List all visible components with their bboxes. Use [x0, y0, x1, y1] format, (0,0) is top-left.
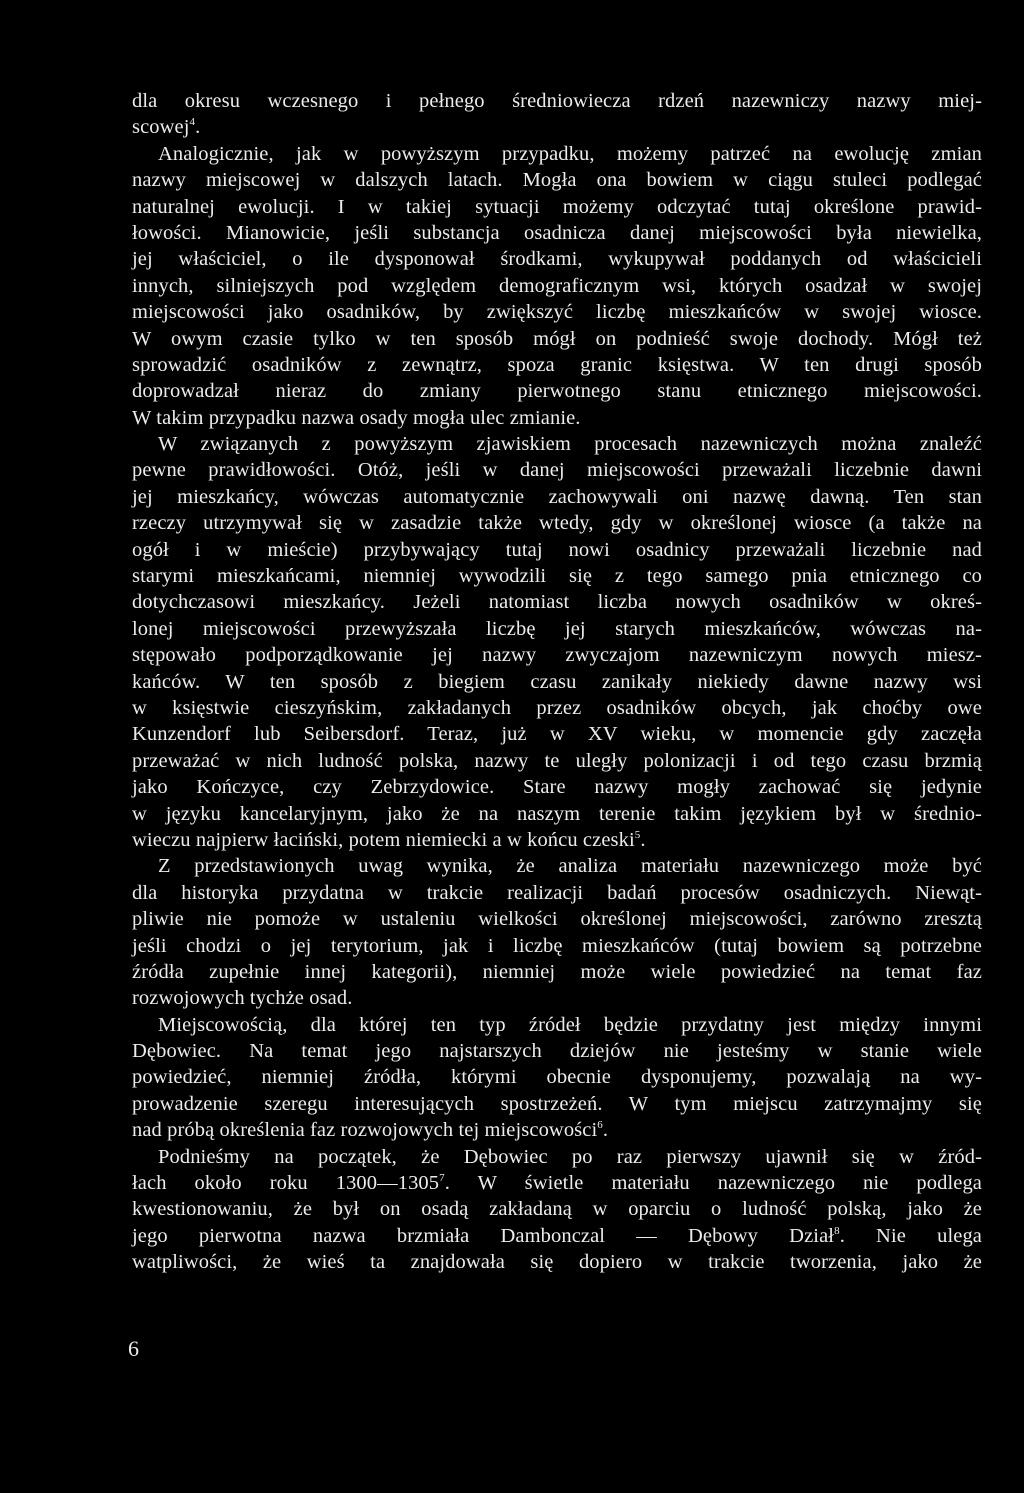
text-line [132, 88, 982, 114]
line-text: dla historyka przydatna w trakcie realizacji badań procesów osadniczych. Niewąt- [132, 881, 982, 904]
text-line [132, 220, 982, 246]
text-line [132, 985, 982, 1011]
text-line [132, 1012, 982, 1038]
line-text: sprowadzić osadników z zewnątrz, spoza granic księstwa. W ten drugi sposób [132, 353, 982, 376]
line-text-continued: . [602, 1119, 609, 1142]
line-text: Z przedstawionych uwag wynika, że analiza materiału nazewniczego może być [158, 855, 982, 878]
line-text: Kunzendorf lub Seibersdorf. Teraz, już w XV wieku, w momencie gdy zaczęła [132, 723, 982, 746]
text-line [132, 748, 982, 774]
text-line [132, 616, 982, 642]
text-line [132, 405, 982, 431]
text-line [132, 933, 982, 959]
line-text: powiedzieć, niemniej źródła, którymi obecnie dysponujemy, pozwalają na wy- [132, 1066, 982, 1089]
line-text: W owym czasie tylko w ten sposób mógł on podnieść swoje dochody. Mógł też [132, 327, 982, 350]
text-line [132, 537, 982, 563]
line-text: wieczu najpierw łaciński, potem niemiecki a w końcu czeski [132, 828, 635, 851]
line-text-continued: . [640, 828, 646, 851]
line-text: watpliwości, że wieś ta znajdowała się dopiero w trakcie tworzenia, jako że [132, 1251, 982, 1274]
line-text: kwestionowaniu, że był on osadą zakładaną w oparciu o ludność polską, jako że [132, 1198, 982, 1221]
text-line [132, 642, 982, 668]
text-line [132, 563, 982, 589]
text-line [132, 1038, 982, 1064]
text-line [132, 827, 982, 853]
text-line [132, 1249, 982, 1275]
line-text: nazwy miejscowej w dalszych latach. Mogła ona bowiem w ciągu stuleci podlegać [132, 169, 982, 192]
line-text: rozwojowych tychże osad. [132, 987, 353, 1010]
text-line [132, 1091, 982, 1117]
text-line [132, 352, 982, 378]
text-line [132, 1144, 982, 1170]
footnote-marker[interactable]: 6 [597, 1119, 603, 1132]
line-text: scowej [132, 116, 190, 139]
line-text: prowadzenie szeregu interesujących spostrzeżeń. W tym miejscu zatrzymajmy się [132, 1092, 982, 1115]
text-line [132, 774, 982, 800]
text-line [132, 378, 982, 404]
line-text: innych, silniejszych pod względem demograficznym wsi, których osadzał w swojej [132, 274, 982, 297]
text-line [132, 1064, 982, 1090]
line-text: Dębowiec. Na temat jego najstarszych dziejów nie jesteśmy w stanie wiele [132, 1040, 982, 1063]
footnote-marker[interactable]: 8 [834, 1224, 840, 1237]
line-text: w księstwie cieszyńskim, zakładanych przez osadników obcych, jak choćby owe [132, 696, 982, 719]
line-text: nad próbą określenia faz rozwojowych tej miejscowości [132, 1119, 598, 1142]
line-text: stępowało podporządkowanie jej nazwy zwyczajom nazewniczym nowych miesz- [132, 644, 982, 667]
text-line [132, 299, 982, 325]
text-line [132, 167, 982, 193]
line-text: dotychczasowi mieszkańcy. Jeżeli natomiast liczba nowych osadników w okreś- [132, 591, 982, 614]
text-line [132, 853, 982, 879]
line-text: W takim przypadku nazwa osady mogła ulec zmianie. [132, 406, 581, 429]
line-text: jej właściciel, o ile dysponował środkami, wykupywał poddanych od właścicieli [132, 248, 982, 271]
text-line [132, 669, 982, 695]
text-line [132, 431, 982, 457]
text-line [132, 326, 982, 352]
line-text: W związanych z powyższym zjawiskiem procesach nazewniczych można znaleźć [158, 433, 982, 456]
text-line [132, 273, 982, 299]
line-text: dla okresu wczesnego i pełnego średniowiecza rdzeń nazewniczy nazwy miej- [132, 90, 982, 112]
line-text: ogół i w mieście) przybywający tutaj nowi osadnicy przeważali liczebnie nad [132, 538, 982, 561]
text-line [132, 721, 982, 747]
line-text: jej mieszkańcy, wówczas automatycznie zachowywali oni nazwę dawną. Ten stan [132, 485, 982, 508]
line-text-continued: . W świetle materiału nazewniczego nie podlega [444, 1172, 982, 1195]
text-line [132, 246, 982, 272]
text-line [132, 510, 982, 536]
line-text: lonej miejscowości przewyższała liczbę jej starych mieszkańców, wówczas na- [132, 617, 982, 640]
text-line [132, 959, 982, 985]
footnote-marker[interactable]: 5 [634, 828, 641, 841]
line-text: rzeczy utrzymywał się w zasadzie także wtedy, gdy w określonej wiosce (a także na [132, 512, 982, 535]
text-line [132, 906, 982, 932]
page-number: 6 [128, 1336, 139, 1361]
line-text: jego pierwotna nazwa brzmiała Dambonczal — Dębowy Dział [132, 1224, 835, 1247]
document-page [132, 88, 982, 1276]
text-line [132, 695, 982, 721]
text-line [132, 457, 982, 483]
line-text: miejscowości jako osadników, by zwiększyć liczbę mieszkańców w swojej wiosce. [132, 301, 982, 324]
line-text: starymi mieszkańcami, niemniej wywodzili się z tego samego pnia etnicznego co [132, 565, 982, 588]
text-line [132, 1117, 982, 1143]
text-line [132, 880, 982, 906]
line-text: Podnieśmy na początek, że Dębowiec po raz pierwszy ujawnił się w źród- [158, 1145, 982, 1168]
text-line [132, 1196, 982, 1222]
line-text: pliwie nie pomoże w ustaleniu wielkości określonej miejscowości, zarówno zresztą [132, 908, 982, 931]
line-text: pewne prawidłowości. Otóż, jeśli w danej miejscowości przeważali liczebnie dawni [132, 459, 982, 482]
footnote-marker[interactable]: 4 [189, 116, 196, 129]
text-line [132, 589, 982, 615]
body-text [132, 88, 982, 1276]
text-line [132, 194, 982, 220]
line-text: Analogicznie, jak w powyższym przypadku, możemy patrzeć na ewolucję zmian [158, 142, 982, 165]
line-text: łowości. Mianowicie, jeśli substancja osadnicza danej miejscowości była niewielka, [132, 221, 982, 244]
text-line [132, 484, 982, 510]
line-text: źródła zupełnie innej kategorii), niemniej może wiele powiedzieć na temat faz [132, 960, 982, 983]
text-line [132, 1223, 982, 1249]
text-line [132, 801, 982, 827]
line-text: doprowadzał nieraz do zmiany pierwotnego stanu etnicznego miejscowości. [132, 380, 982, 403]
text-line [132, 141, 982, 167]
text-line [132, 1170, 982, 1196]
line-text: naturalnej ewolucji. I w takiej sytuacji możemy odczytać tutaj określone prawid- [132, 195, 982, 218]
line-text: przeważać w nich ludność polska, nazwy te uległy polonizacji i od tego czasu brzmią [132, 749, 982, 772]
line-text-continued: . Nie ulega [839, 1224, 982, 1247]
line-text: kańców. W ten sposób z biegiem czasu zanikały niekiedy dawne nazwy wsi [132, 670, 982, 693]
text-line [132, 114, 982, 140]
line-text-continued: . [195, 116, 201, 139]
line-text: jako Kończyce, czy Zebrzydowice. Stare nazwy mogły zachować się jedynie [132, 776, 982, 799]
footnote-marker[interactable]: 7 [439, 1172, 445, 1185]
line-text: Miejscowością, dla której ten typ źródeł będzie przydatny jest między innymi [158, 1013, 982, 1036]
line-text: łach około roku 1300—1305 [132, 1172, 440, 1195]
line-text: jeśli chodzi o jej terytorium, jak i liczbę mieszkańców (tutaj bowiem są potrzebne [132, 934, 982, 957]
line-text: w języku kancelaryjnym, jako że na naszym terenie takim językiem był w średnio- [132, 802, 982, 825]
